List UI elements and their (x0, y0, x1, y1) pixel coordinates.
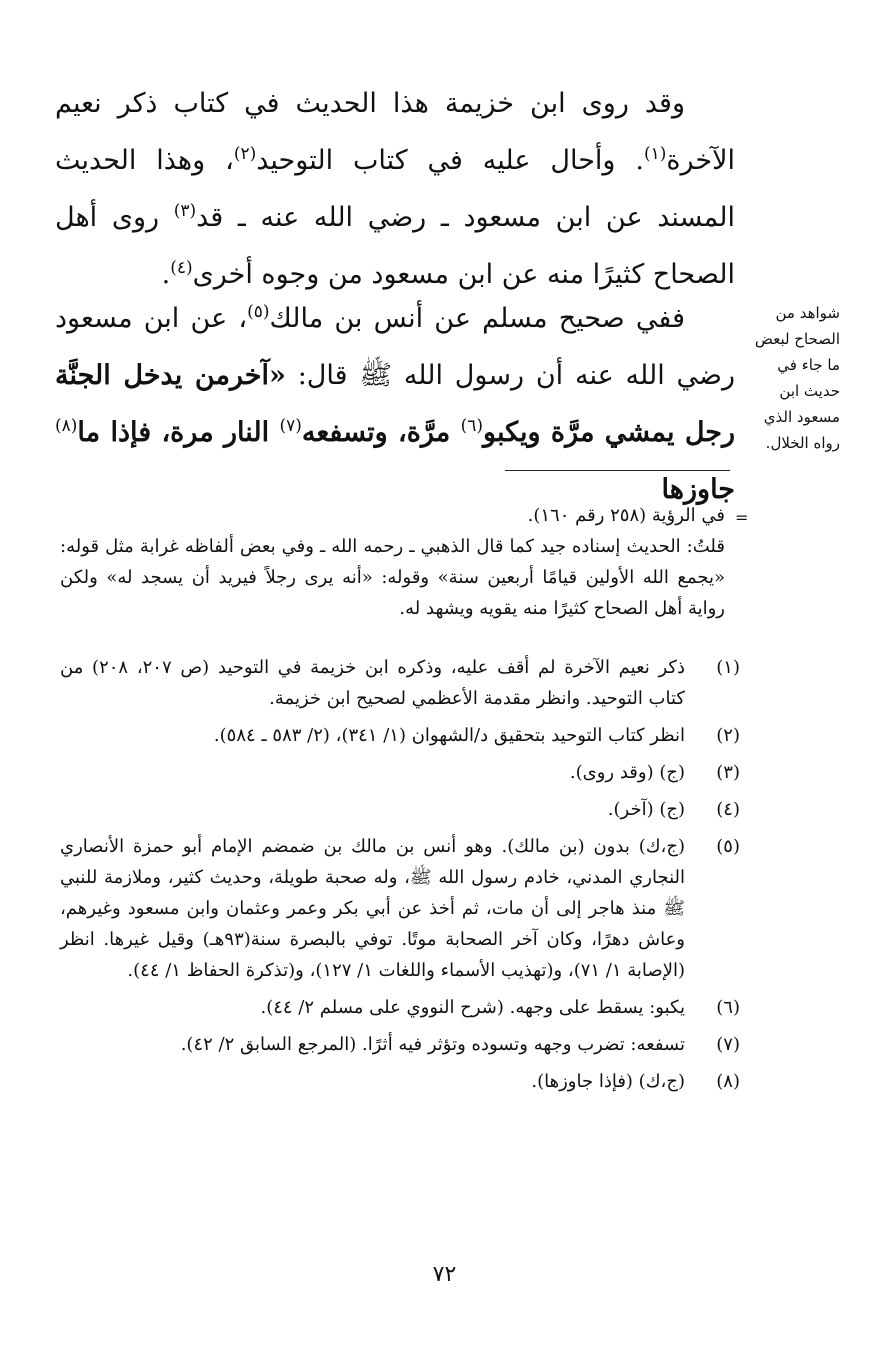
footnote-item (60, 1029, 740, 1060)
footnote-ref-4[interactable]: (٤) (170, 258, 193, 278)
footnote-ref-7[interactable]: (٧) (279, 416, 302, 436)
footnote-text: (ج) (آخر). (607, 799, 685, 820)
paragraph-text: ففي صحيح مسلم عن أنس بن مالك (269, 303, 685, 334)
footnote-item (60, 1066, 740, 1097)
footnote-text: (ج،ك) بدون (بن مالك). وهو أنس بن مالك بن ضمضم الإمام أبو حمزة الأنصاري النجاري المدني، خادم رسول الله ﷺ، وله صحبة طويلة، وحديث كثير، وملازمة للنبي ﷺ منذ هاجر إلى أن مات، ثم أخذ عن أبي بكر وعمر وعثمان وابن مسعود وغيرهم، وعاش دهرًا، وكان آخر الصحابة موتًا. توفي بالبصرة سنة(٩٣هـ) وقيل غيرها. انظر (الإصابة ١/ ٧١)، و(تهذيب الأسماء واللغات ١/ ١٢٧)، و(تذكرة الحفاظ ١/ ٤٤). (60, 836, 685, 981)
footnote-number: (٧) (716, 1034, 740, 1055)
footnote-text: (ج،ك) (فإذا جاوزها). (531, 1071, 685, 1092)
footnote-item (60, 992, 740, 1023)
footnote-continuation-line: في الرؤية (٢٥٨ رقم ١٦٠). (527, 505, 725, 526)
footnote-ref-8[interactable]: (٨) (55, 416, 78, 436)
footnote-continuation-marker: = (735, 508, 749, 527)
footnote-ref-3[interactable]: (٣) (173, 201, 197, 221)
footnote-continuation-line: قلتُ: الحديث إسناده جيد كما قال الذهبي ـ رحمه الله ـ وفي بعض ألفاظه غرابة مثل قوله: «يجمع الله الأولين قيامًا أربعين سنة» وقوله: «أنه يرى رجلاً فيريد أن يسجد له» ولكن رواية أهل الصحاح كثيرًا منه يقويه ويشهد له. (60, 536, 725, 619)
paragraph-text: ، عن ابن مسعود رضي الله عنه أن رسول الله ﷺ قال: (55, 303, 735, 391)
footnote-ref-5[interactable]: (٥) (247, 302, 270, 322)
paragraph-text: ، وهذا الحديث المسند عن ابن مسعود ـ رضي الله عنه ـ قد (55, 145, 735, 233)
main-paragraph-1 (55, 75, 735, 303)
footnote-number: (٢) (716, 725, 740, 746)
page-number: ٧٢ (432, 1262, 457, 1287)
footnote-number: (٥) (716, 836, 740, 857)
footnote-ref-6[interactable]: (٦) (460, 416, 484, 436)
footnote-item (60, 831, 740, 986)
footnote-number: (١) (716, 657, 740, 678)
hadith-quote: النار مرة، فإذا ما (77, 417, 280, 448)
footnote-text: ذكر نعيم الآخرة لم أقف عليه، وذكره ابن خزيمة في التوحيد (ص ٢٠٧، ٢٠٨) من كتاب التوحيد. وانظر مقدمة الأعظمي لصحيح ابن خزيمة. (60, 657, 686, 709)
hadith-quote: جاوزها (661, 474, 735, 505)
hadith-quote: «آخرمن يدخل الجنَّة رجل يمشي مرَّة ويكبو (55, 360, 735, 448)
footnote-continuation (60, 500, 725, 624)
paragraph-text: . وأحال عليه في كتاب التوحيد (256, 145, 644, 176)
paragraph-text: وقد روى ابن خزيمة هذا الحديث في كتاب ذكر نعيم الآخرة (55, 88, 735, 176)
footnote-number: (٦) (716, 997, 740, 1018)
footnote-item (60, 652, 740, 714)
paragraph-text: . (161, 259, 171, 290)
footnote-item (60, 720, 740, 751)
footnote-ref-2[interactable]: (٢) (233, 144, 257, 164)
footnote-ref-1[interactable]: (١) (643, 144, 667, 164)
footnote-item (60, 794, 740, 825)
footnote-text: تسفعه: تضرب وجهه وتسوده وتؤثر فيه أثرًا. (المرجع السابق ٢/ ٤٢). (180, 1034, 685, 1055)
hadith-quote: مرَّة، وتسفعه (301, 417, 461, 448)
paragraph-text: روى أهل الصحاح كثيرًا منه عن ابن مسعود من وجوه أخرى (55, 202, 735, 290)
footnote-separator (505, 470, 730, 471)
footnotes-list (60, 652, 740, 1103)
footnote-text: (ج) (وقد روى). (569, 762, 685, 783)
footnote-number: (٣) (716, 762, 740, 783)
footnote-item (60, 757, 740, 788)
margin-note: شواهد من الصحاح لبعض ما جاء في حديث ابن مسعود الذي رواه الخلال. (754, 304, 840, 452)
footnote-text: يكبو: يسقط على وجهه. (شرح النووي على مسلم ٢/ ٤٤). (260, 997, 685, 1018)
footnote-text: انظر كتاب التوحيد بتحقيق د/الشهوان (١/ ٣٤١)، (٢/ ٥٨٣ ـ ٥٨٤). (213, 725, 685, 746)
footnote-number: (٨) (716, 1071, 740, 1092)
footnote-number: (٤) (716, 799, 740, 820)
main-paragraph-2 (55, 290, 735, 518)
